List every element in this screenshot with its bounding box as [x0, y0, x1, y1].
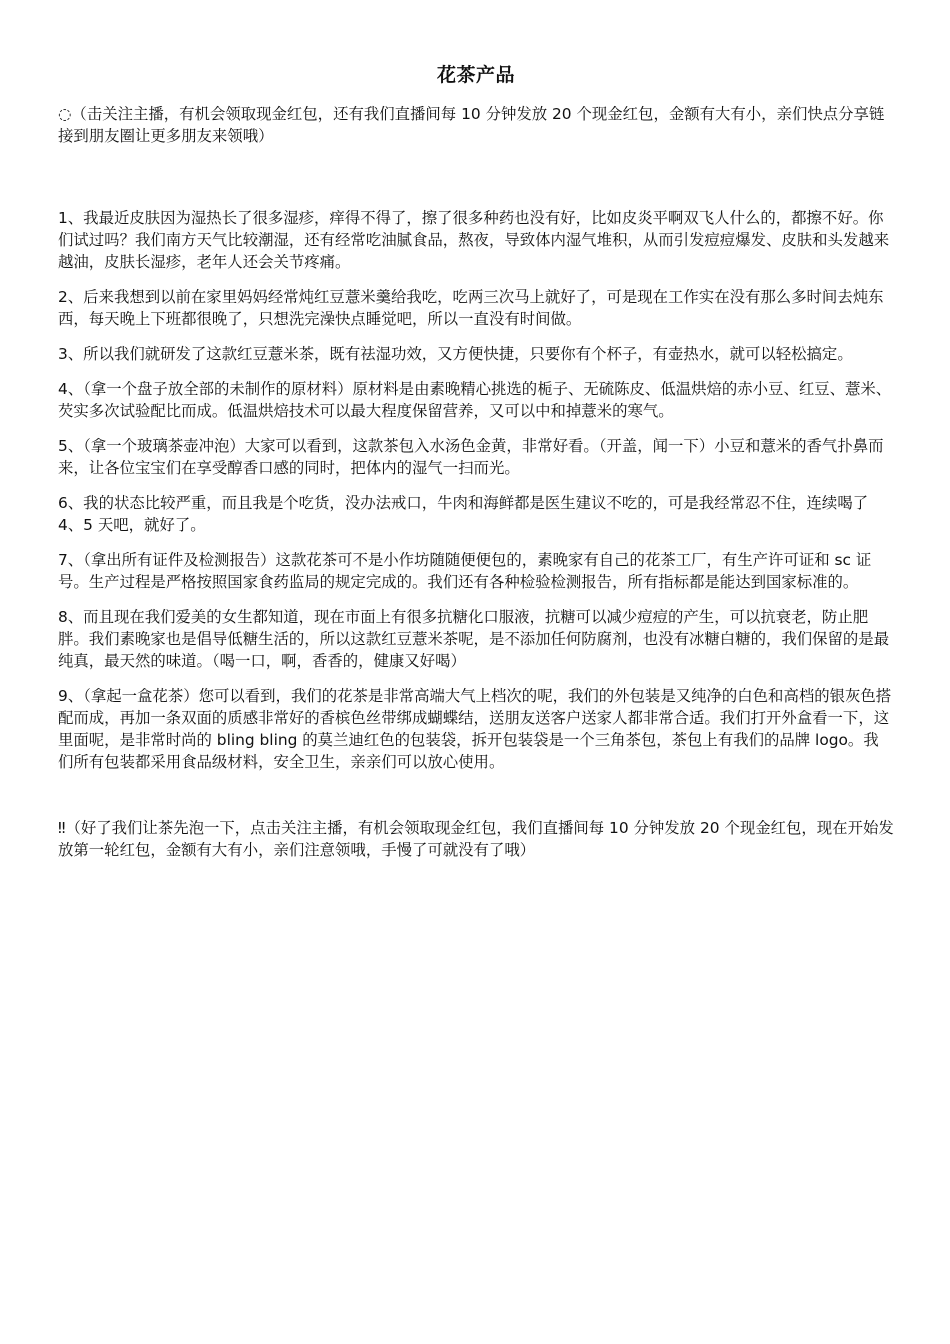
outro-paragraph: ‼（好了我们让茶先泡一下，点击关注主播，有机会领取现金红包，我们直播间每 10 分钟发放 20 个现金红包，现在开始发放第一轮红包，金额有大有小，亲们注意领哦，手慢了可就没有了哦）	[58, 819, 894, 859]
script-items	[58, 207, 894, 773]
script-item-9: 9、（拿起一盒花茶）您可以看到，我们的花茶是非常高端大气上档次的呢，我们的外包装是又纯净的白色和高档的银灰色搭配而成，再加一条双面的质感非常好的香槟色丝带绑成蝴蝶结，送朋友送客户送家人都非常合适。我们打开外盒看一下，这里面呢，是非常时尚的 bling bling 的莫兰迪红色的包装袋，拆开包装袋是一个三角茶包，茶包上有我们的品牌 logo。我们所有包装都采用食品级材料，安全卫生，亲亲们可以放心使用。	[58, 687, 892, 771]
script-item-2: 2、后来我想到以前在家里妈妈经常炖红豆薏米羹给我吃，吃两三次马上就好了，可是现在工作实在没有那么多时间去炖东西，每天晚上下班都很晚了，只想洗完澡快点睡觉吧，所以一直没有时间做。	[58, 288, 884, 328]
script-item-6: 6、我的状态比较严重，而且我是个吃货，没办法戒口，牛肉和海鲜都是医生建议不吃的，可是我经常忍不住，连续喝了 4、5 天吧，就好了。	[58, 494, 869, 534]
script-item-7: 7、（拿出所有证件及检测报告）这款花茶可不是小作坊随随便便包的，素晚家有自己的花茶工厂，有生产许可证和 sc 证号。生产过程是严格按照国家食药监局的规定完成的。我们还有各种检验检测报告，所有指标都是能达到国家标准的。	[58, 551, 872, 591]
page-title: 花茶产品	[436, 64, 515, 86]
script-item-1: 1、我最近皮肤因为湿热长了很多湿疹，痒得不得了，擦了很多种药也没有好，比如皮炎平啊双飞人什么的，都擦不好。你们试过吗？我们南方天气比较潮湿，还有经常吃油腻食品，熬夜，导致体内湿气堆积，从而引发痘痘爆发、皮肤和头发越来越油，皮肤长湿疹，老年人还会关节疼痛。	[58, 209, 890, 271]
script-item-3: 3、所以我们就研发了这款红豆薏米茶，既有祛湿功效，又方便快捷，只要你有个杯子，有壶热水，就可以轻松搞定。	[58, 345, 853, 363]
script-item-5: 5、（拿一个玻璃茶壶冲泡）大家可以看到，这款茶包入水汤色金黄，非常好看。（开盖，闻一下）小豆和薏米的香气扑鼻而来，让各位宝宝们在享受醇香口感的同时，把体内的湿气一扫而光。	[58, 437, 884, 477]
script-item-4: 4、（拿一个盘子放全部的未制作的原材料）原材料是由素晚精心挑选的栀子、无硫陈皮、低温烘焙的赤小豆、红豆、薏米、芡实多次试验配比而成。低温烘焙技术可以最大程度保留营养，又可以中和掉薏米的寒气。	[58, 380, 892, 420]
document-page	[58, 60, 894, 861]
intro-paragraph: ◌（击关注主播，有机会领取现金红包，还有我们直播间每 10 分钟发放 20 个现金红包，金额有大有小，亲们快点分享链接到朋友圈让更多朋友来领哦）	[58, 105, 885, 145]
script-item-8: 8、而且现在我们爱美的女生都知道，现在市面上有很多抗糖化口服液，抗糖可以减少痘痘的产生，可以抗衰老，防止肥胖。我们素晚家也是倡导低糖生活的，所以这款红豆薏米茶呢，是不添加任何防腐剂，也没有冰糖白糖的，我们保留的是最纯真，最天然的味道。（喝一口，啊，香香的，健康又好喝）	[58, 608, 890, 670]
